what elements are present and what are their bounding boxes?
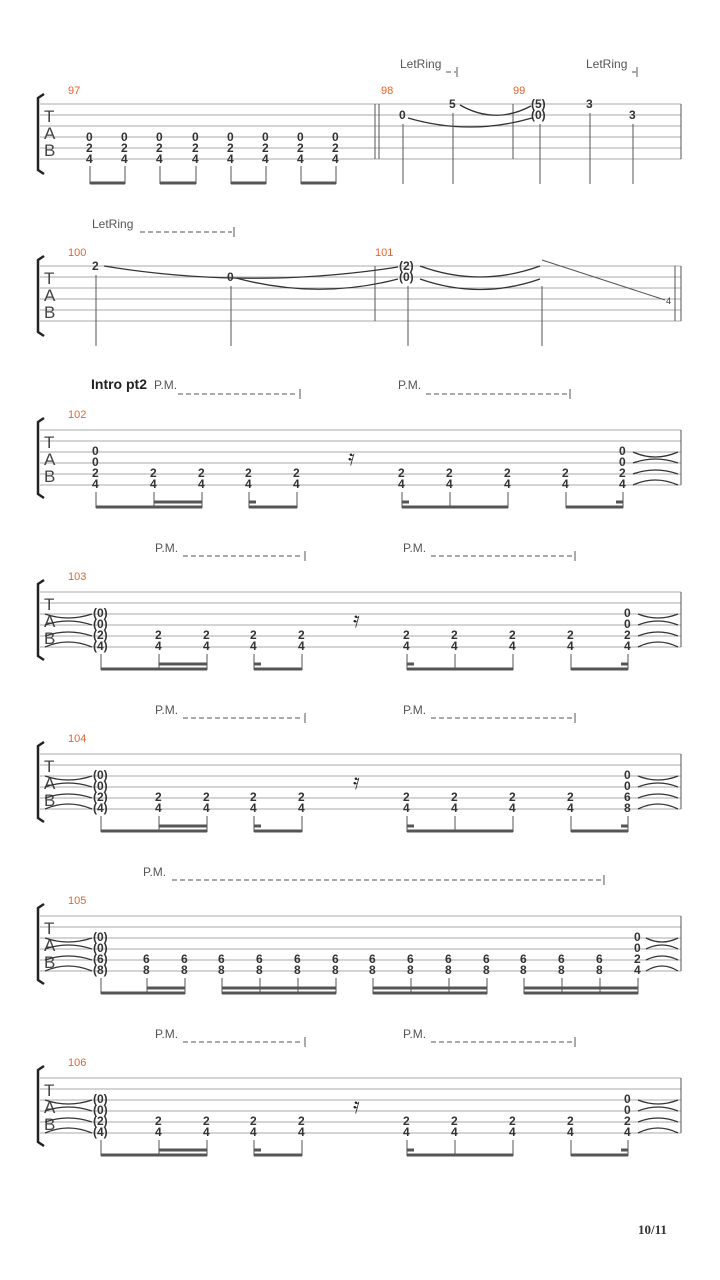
chord [181, 952, 188, 977]
fret-number: 2 [504, 466, 511, 480]
fret-number: 2 [293, 466, 300, 480]
measure-number: 97 [68, 85, 81, 97]
measure-number: 103 [68, 571, 87, 583]
fret-number: 4 [509, 1125, 516, 1139]
tie-out [638, 614, 678, 647]
fret-number: 4 [92, 477, 99, 491]
fret-number: 4 [619, 477, 626, 491]
fret-number: (5) [531, 97, 546, 111]
tab-clef-a: A [44, 612, 56, 631]
fret-number: 4 [245, 477, 252, 491]
fret-number: 4 [262, 152, 269, 166]
fret-number: 2 [155, 1114, 162, 1128]
measure-number: 105 [68, 895, 87, 907]
chord [451, 790, 458, 815]
fret-number: 4 [624, 639, 631, 653]
fret-number: (4) [93, 801, 108, 815]
measure-number: 98 [381, 85, 394, 97]
chord [256, 952, 263, 977]
fret-number: 4 [562, 477, 569, 491]
fret-number: 0 [624, 1103, 631, 1117]
fret-number: 4 [624, 1125, 631, 1139]
fret-number: (2) [93, 628, 108, 642]
rest-symbol: 𝄿 [348, 446, 355, 471]
chord [93, 768, 108, 815]
fret-number: 4 [298, 639, 305, 653]
chord [634, 930, 641, 977]
fret-number: 2 [92, 259, 99, 273]
system-6 [38, 865, 681, 994]
fret-number: 4 [504, 477, 511, 491]
tab-clef-t: T [44, 269, 55, 288]
fret-number: 2 [398, 466, 405, 480]
fret-number: 4 [227, 152, 234, 166]
system-2 [38, 217, 681, 346]
chord [403, 790, 410, 815]
fret-number: 8 [596, 963, 603, 977]
fret-number: 6 [143, 952, 150, 966]
chord [250, 628, 257, 653]
fret-number: 4 [398, 477, 405, 491]
fret-number: (0) [93, 617, 108, 631]
fret-number: 2 [451, 1114, 458, 1128]
fret-number: 2 [250, 628, 257, 642]
system-7 [38, 1027, 681, 1156]
fret-number: 4 [155, 801, 162, 815]
tab-clef-b: B [44, 1115, 56, 1134]
fret-number: 0 [92, 444, 99, 458]
fret-number: 4 [567, 639, 574, 653]
fret-number: 0 [297, 130, 304, 144]
tie-out [638, 776, 678, 809]
fret-number: (0) [93, 941, 108, 955]
chord [567, 628, 574, 653]
palm-mute-label: P.M. [403, 541, 427, 555]
fret-number: 2 [567, 628, 574, 642]
fret-number: 0 [624, 606, 631, 620]
fret-number: 8 [558, 963, 565, 977]
tie-out [633, 452, 678, 485]
chord [562, 466, 569, 491]
fret-number: 6 [445, 952, 452, 966]
fret-number: 4 [150, 477, 157, 491]
chord [624, 1092, 631, 1139]
tab-clef-a: A [44, 936, 56, 955]
tab-clef-a: A [44, 286, 56, 305]
fret-number: 4 [121, 152, 128, 166]
fret-number: 4 [203, 1125, 210, 1139]
let-ring-label: LetRing [400, 57, 442, 71]
palm-mute-label: P.M. [403, 703, 427, 717]
fret-number: 2 [86, 141, 93, 155]
fret-number: 8 [624, 801, 631, 815]
fret-number: 0 [262, 130, 269, 144]
chord [298, 1114, 305, 1139]
fret-number: 2 [509, 790, 516, 804]
fret-number: 2 [155, 790, 162, 804]
chord [93, 930, 108, 977]
chord [332, 130, 339, 166]
chord [192, 130, 199, 166]
tab-clef-a: A [44, 450, 56, 469]
beams [96, 492, 623, 508]
chord [596, 952, 603, 977]
fret-number: 5 [449, 97, 456, 111]
tab-clef-t: T [44, 919, 55, 938]
fret-number: 4 [250, 801, 257, 815]
fret-number: (0) [531, 108, 546, 122]
let-ring-label: LetRing [586, 57, 628, 71]
tie-out [638, 1100, 678, 1133]
palm-mute-label: P.M. [154, 378, 178, 392]
tab-clef-a: A [44, 774, 56, 793]
chord [509, 790, 516, 815]
tab-clef-t: T [44, 433, 55, 452]
fret-number: 2 [250, 1114, 257, 1128]
system-3 [38, 376, 681, 508]
chord [297, 130, 304, 166]
fret-number: 0 [92, 455, 99, 469]
fret-number: 8 [407, 963, 414, 977]
fret-number: 2 [634, 952, 641, 966]
fret-number: 6 [407, 952, 414, 966]
fret-number: 2 [155, 628, 162, 642]
tab-clef-b: B [44, 141, 56, 160]
tab-clef-b: B [44, 629, 56, 648]
chord [619, 444, 626, 491]
let-ring-label: LetRing [92, 217, 134, 231]
fret-number: 2 [403, 790, 410, 804]
chord [156, 130, 163, 166]
tab-clef-b: B [44, 953, 56, 972]
fret-number: 2 [562, 466, 569, 480]
palm-mute-label: P.M. [155, 541, 179, 555]
fret-number: 4 [86, 152, 93, 166]
rest-symbol: 𝄿 [353, 608, 360, 633]
fret-number: 8 [181, 963, 188, 977]
fret-number: 4 [293, 477, 300, 491]
fret-number: 2 [203, 790, 210, 804]
chord [504, 466, 511, 491]
tab-clef-a: A [44, 124, 56, 143]
chord [403, 628, 410, 653]
fret-number: 2 [262, 141, 269, 155]
fret-number: 6 [624, 790, 631, 804]
fret-number: 0 [619, 455, 626, 469]
palm-mute-label: P.M. [143, 865, 167, 879]
fret-number: 4 [451, 639, 458, 653]
fret-number: 0 [634, 941, 641, 955]
page-number: 10/11 [638, 1222, 667, 1237]
chord [150, 466, 157, 491]
fret-number: 6 [520, 952, 527, 966]
tab-clef-t: T [44, 595, 55, 614]
tab-clef-a: A [44, 1098, 56, 1117]
fret-number: 2 [624, 628, 631, 642]
fret-number: 8 [369, 963, 376, 977]
fret-number: 4 [332, 152, 339, 166]
chord [451, 1114, 458, 1139]
fret-number: 8 [483, 963, 490, 977]
tab-clef-b: B [44, 467, 56, 486]
fret-number: 4 [567, 801, 574, 815]
fret-number: 2 [624, 1114, 631, 1128]
chord [298, 790, 305, 815]
fret-number: 2 [509, 628, 516, 642]
fret-number: 8 [143, 963, 150, 977]
beams [101, 978, 638, 994]
tab-clef-t: T [44, 107, 55, 126]
fret-number: 4 [198, 477, 205, 491]
fret-number: 0 [192, 130, 199, 144]
beams [101, 654, 628, 670]
fret-number: 4 [403, 1125, 410, 1139]
chord [451, 628, 458, 653]
fret-number: 2 [92, 466, 99, 480]
fret-number: 2 [203, 628, 210, 642]
chord [262, 130, 269, 166]
fret-number: 6 [483, 952, 490, 966]
chord [567, 790, 574, 815]
chord [93, 606, 108, 653]
fret-number: 6 [332, 952, 339, 966]
fret-number: 4 [156, 152, 163, 166]
fret-number: 8 [520, 963, 527, 977]
fret-number: (2) [93, 1114, 108, 1128]
fret-number: 4 [155, 1125, 162, 1139]
chord [155, 1114, 162, 1139]
fret-number: 4 [203, 801, 210, 815]
chord [445, 952, 452, 977]
fret-number: 2 [567, 790, 574, 804]
fret-number: 3 [586, 97, 593, 111]
fret-number: 8 [445, 963, 452, 977]
tie [420, 266, 540, 277]
fret-number: 4 [192, 152, 199, 166]
fret-number: 4 [297, 152, 304, 166]
chord [294, 952, 301, 977]
chord [398, 466, 405, 491]
chord [293, 466, 300, 491]
palm-mute-label: P.M. [155, 703, 179, 717]
fret-number: (0) [399, 270, 414, 284]
fret-number: 2 [245, 466, 252, 480]
tab-clef-t: T [44, 1081, 55, 1100]
fret-number: 0 [624, 768, 631, 782]
fret-number: (0) [93, 606, 108, 620]
chord [298, 628, 305, 653]
beams [101, 1140, 628, 1156]
fret-number: 8 [218, 963, 225, 977]
fret-number: (8) [93, 963, 108, 977]
measure-number: 99 [513, 85, 526, 97]
fret-number: 0 [227, 130, 234, 144]
fret-number: 4 [298, 1125, 305, 1139]
fret-number: 4 [634, 963, 641, 977]
fret-number: 0 [624, 1092, 631, 1106]
chord [203, 790, 210, 815]
fret-number: 6 [369, 952, 376, 966]
chord [332, 952, 339, 977]
chord [121, 130, 128, 166]
fret-number: 4 [250, 1125, 257, 1139]
fret-number: 4 [403, 801, 410, 815]
fret-number: 2 [150, 466, 157, 480]
fret-number: 2 [298, 628, 305, 642]
fret-number: 0 [332, 130, 339, 144]
chord [203, 628, 210, 653]
fret-number: (0) [93, 768, 108, 782]
chord [403, 1114, 410, 1139]
fret-number: 6 [596, 952, 603, 966]
fret-number: 8 [256, 963, 263, 977]
fret-number: 2 [451, 628, 458, 642]
chord [92, 444, 99, 491]
fret-number: 6 [256, 952, 263, 966]
fret-number: 3 [629, 108, 636, 122]
measure-number: 100 [68, 247, 87, 259]
fret-number: 6 [558, 952, 565, 966]
fret-number: 6 [181, 952, 188, 966]
fret-number: 4 [451, 801, 458, 815]
tie [460, 105, 531, 115]
chord [509, 628, 516, 653]
chord [520, 952, 527, 977]
rest-symbol: 𝄿 [353, 1094, 360, 1119]
beams [101, 816, 628, 832]
fret-number: 2 [403, 1114, 410, 1128]
chord [203, 1114, 210, 1139]
fret-number: (2) [93, 790, 108, 804]
fret-number: 0 [227, 270, 234, 284]
fret-number: 2 [198, 466, 205, 480]
chord [93, 1092, 108, 1139]
fret-number: 6 [294, 952, 301, 966]
fret-number: 2 [203, 1114, 210, 1128]
fret-number: 4 [451, 1125, 458, 1139]
measure-number: 104 [68, 733, 87, 745]
chord [198, 466, 205, 491]
fret-number: (0) [93, 1103, 108, 1117]
fret-number: 6 [218, 952, 225, 966]
fret-number: 4 [567, 1125, 574, 1139]
fret-number: 4 [403, 639, 410, 653]
fret-number: 2 [298, 790, 305, 804]
fret-number: 0 [624, 779, 631, 793]
fret-number: (2) [399, 259, 414, 273]
fret-number: (4) [93, 1125, 108, 1139]
system-5 [38, 703, 681, 832]
tab-clef-b: B [44, 791, 56, 810]
fret-number: 2 [250, 790, 257, 804]
chord [446, 466, 453, 491]
palm-mute-label: P.M. [403, 1027, 427, 1041]
fret-number: 2 [509, 1114, 516, 1128]
fret-number: 2 [332, 141, 339, 155]
tab-clef-b: B [44, 303, 56, 322]
measure-number: 101 [375, 247, 394, 259]
fret-number: 4 [203, 639, 210, 653]
fret-number: 4 [666, 296, 672, 306]
chord [86, 130, 93, 166]
fret-number: 4 [298, 801, 305, 815]
fret-number: 8 [294, 963, 301, 977]
chord [227, 130, 234, 166]
fret-number: 0 [121, 130, 128, 144]
chord [483, 952, 490, 977]
fret-number: 2 [298, 1114, 305, 1128]
fret-number: (4) [93, 639, 108, 653]
fret-number: 2 [227, 141, 234, 155]
fret-number: 0 [634, 930, 641, 944]
fret-number: 2 [446, 466, 453, 480]
fret-number: 2 [192, 141, 199, 155]
section-title: Intro pt2 [91, 376, 147, 392]
measure-number: 102 [68, 409, 87, 421]
chord [155, 628, 162, 653]
fret-number: 4 [509, 639, 516, 653]
chord [624, 768, 631, 815]
chord [218, 952, 225, 977]
fret-number: 4 [509, 801, 516, 815]
fret-number: 2 [567, 1114, 574, 1128]
chord [567, 1114, 574, 1139]
chord [369, 952, 376, 977]
chord [143, 952, 150, 977]
fret-number: 8 [332, 963, 339, 977]
fret-number: (0) [93, 779, 108, 793]
fret-number: 4 [250, 639, 257, 653]
fret-number: 0 [86, 130, 93, 144]
tab-clef-t: T [44, 757, 55, 776]
beams [90, 166, 336, 184]
tie-out [646, 938, 678, 971]
chord [407, 952, 414, 977]
fret-number: 2 [403, 628, 410, 642]
fret-number: 0 [624, 617, 631, 631]
chord [155, 790, 162, 815]
chord [558, 952, 565, 977]
fret-number: 4 [446, 477, 453, 491]
fret-number: 0 [399, 108, 406, 122]
fret-number: 2 [619, 466, 626, 480]
palm-mute-label: P.M. [155, 1027, 179, 1041]
chord [250, 790, 257, 815]
chord [250, 1114, 257, 1139]
palm-mute-label: P.M. [398, 378, 422, 392]
measure-number: 106 [68, 1057, 87, 1069]
fret-number: 0 [619, 444, 626, 458]
fret-number: 4 [155, 639, 162, 653]
tie [104, 266, 398, 278]
fret-number: (0) [93, 930, 108, 944]
fret-number: 2 [121, 141, 128, 155]
fret-number: 0 [156, 130, 163, 144]
chord [245, 466, 252, 491]
fret-number: 2 [297, 141, 304, 155]
fret-number: 2 [451, 790, 458, 804]
chord [509, 1114, 516, 1139]
chord [624, 606, 631, 653]
fret-number: (0) [93, 1092, 108, 1106]
fret-number: 2 [156, 141, 163, 155]
fret-number: (6) [93, 952, 108, 966]
system-4 [38, 541, 681, 670]
rest-symbol: 𝄿 [353, 770, 360, 795]
system-1 [38, 57, 681, 184]
